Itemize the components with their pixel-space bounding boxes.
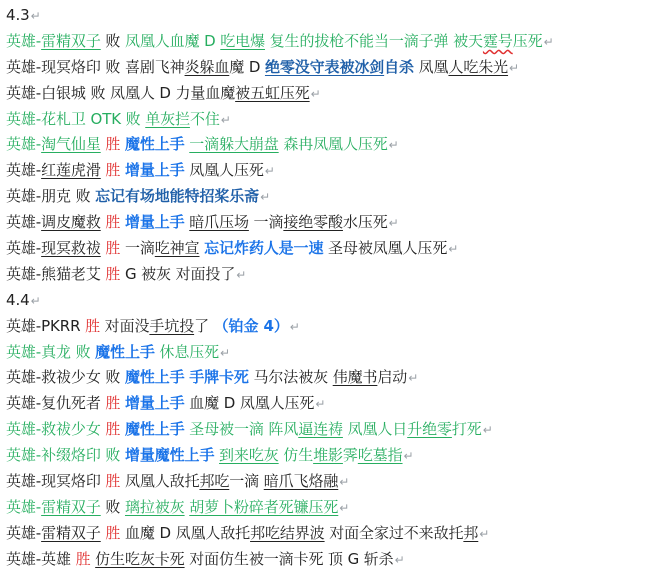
- text-run: 暗爪压场: [189, 213, 249, 232]
- text-run: 吃神宣: [154, 239, 200, 258]
- text-run: 到来吃灰: [219, 446, 279, 465]
- text-run: 胜: [105, 523, 121, 542]
- paragraph-return-mark: ↵: [339, 500, 350, 515]
- text-line: [6, 288, 656, 314]
- text-line: [6, 314, 656, 340]
- text-run: 霁: [342, 446, 358, 465]
- text-run: 雷精双子: [41, 497, 101, 516]
- text-run: 胜: [105, 264, 121, 283]
- text-run: 增量上手: [124, 213, 185, 232]
- text-run: 英雄-朋克 败: [6, 187, 96, 206]
- text-run: 不住: [189, 109, 220, 128]
- text-run: 增量魔性上手: [124, 446, 215, 465]
- text-run: 伟魔书: [332, 368, 378, 387]
- text-run: 一滴: [229, 472, 264, 491]
- text-run: 胜: [75, 549, 91, 568]
- text-run: 血魔 D 凤凰人敌托: [120, 523, 251, 542]
- text-run: 调皮魔救: [41, 213, 101, 232]
- paragraph-return-mark: ↵: [403, 449, 414, 464]
- paragraph-return-mark: ↵: [479, 526, 490, 541]
- text-run: 绝零没守表被冰剑: [264, 57, 385, 76]
- text-run: 英雄-现冥烙印: [6, 472, 106, 491]
- text-run: 英雄-: [6, 135, 42, 154]
- paragraph-return-mark: ↵: [236, 267, 247, 282]
- text-run: 一滴: [120, 239, 155, 258]
- paragraph-return-mark: ↵: [388, 138, 399, 153]
- text-run: 逼连祷: [298, 420, 343, 439]
- text-run: 胜: [105, 472, 121, 491]
- text-run: 凤凰人压死: [184, 161, 264, 180]
- text-run: 英雄-救祓少女: [6, 420, 106, 439]
- text-line: [6, 236, 656, 262]
- text-run: 魔性上手: [124, 368, 185, 387]
- text-line: [6, 365, 656, 391]
- text-line: [6, 132, 656, 158]
- text-line: [6, 81, 656, 107]
- text-run: 堆影: [313, 446, 343, 465]
- text-run: 英雄-: [6, 31, 42, 50]
- text-run: 打死: [451, 420, 482, 439]
- paragraph-return-mark: ↵: [388, 216, 399, 231]
- paragraph-return-mark: ↵: [339, 475, 350, 490]
- text-run: 复生的拔枪不能当一滴子弹 被天: [264, 31, 483, 50]
- text-run: 英雄-: [6, 161, 42, 180]
- text-run: 森冉凤凰人压死: [278, 135, 388, 154]
- text-run: 暗爪飞烙融: [263, 472, 339, 491]
- text-run: 增量上手: [124, 394, 185, 413]
- text-line: [6, 107, 656, 133]
- text-run: 魔性上手: [124, 135, 185, 154]
- text-run: 水压死: [342, 213, 388, 232]
- paragraph-return-mark: ↵: [289, 319, 300, 334]
- text-run: 英雄-真龙 败: [6, 342, 96, 361]
- text-run: 淘气仙星: [41, 135, 101, 154]
- text-run: 被五虹压死: [235, 83, 310, 102]
- text-line: [6, 495, 656, 521]
- text-line: [6, 210, 656, 236]
- text-run: 胜: [105, 239, 121, 258]
- text-line: [6, 29, 656, 55]
- text-run: 人吃朱光: [448, 57, 509, 76]
- paragraph-return-mark: ↵: [394, 552, 405, 567]
- text-run: 忘记炸药人是一速: [204, 239, 324, 258]
- text-run: 现冥救祓: [41, 239, 101, 258]
- text-run: 雷精双子: [41, 523, 101, 542]
- text-run: 胜: [85, 316, 101, 335]
- text-run: 魔性上手: [124, 420, 185, 439]
- text-line: [6, 55, 656, 81]
- paragraph-return-mark: ↵: [264, 164, 275, 179]
- text-run: 英雄-花札卫 OTK 败: [6, 109, 146, 128]
- paragraph-return-mark: ↵: [220, 345, 231, 360]
- text-line: [6, 340, 656, 366]
- paragraph-return-mark: ↵: [315, 397, 326, 412]
- paragraph-return-mark: ↵: [30, 293, 41, 308]
- text-run: 英雄-英雄: [6, 549, 76, 568]
- text-line: [6, 262, 656, 288]
- text-run: 败: [100, 497, 125, 516]
- text-run: 对面仿生被一滴卡死 顶 G 斩杀: [184, 549, 394, 568]
- text-run: 英雄-: [6, 497, 42, 516]
- text-run: 败: [100, 31, 125, 50]
- text-run: 对面全家过不来敌托: [324, 523, 464, 542]
- text-line: [6, 443, 656, 469]
- text-run: 胜: [105, 161, 121, 180]
- paragraph-return-mark: ↵: [310, 86, 321, 101]
- text-line: [6, 521, 656, 547]
- text-run: 凤凰人血魔 D: [124, 31, 221, 50]
- text-run: 邦: [463, 523, 479, 542]
- text-run: 英雄-现冥烙印 败 喜剧飞神: [6, 57, 185, 76]
- text-run: G 被灰 对面投了: [120, 264, 236, 283]
- text-run: 凤凰: [413, 57, 449, 76]
- text-run: 增量上手: [124, 161, 185, 180]
- text-run: 一滴: [248, 213, 284, 232]
- text-run: 接绝零酸: [283, 213, 343, 232]
- text-run: 单灰拦: [145, 109, 190, 128]
- text-run: 英雄-: [6, 523, 42, 542]
- text-run: 一滴躲大崩盘: [189, 135, 279, 154]
- text-run: 升绝零: [407, 420, 452, 439]
- text-run: 英雄-: [6, 213, 42, 232]
- text-run: （铂金 4）: [213, 316, 289, 335]
- text-run: 胡萝卜粉碎者死镰压死: [189, 497, 339, 516]
- text-run: 了: [194, 316, 214, 335]
- text-run: 仿生: [278, 446, 314, 465]
- paragraph-return-mark: ↵: [220, 112, 231, 127]
- text-line: [6, 158, 656, 184]
- text-run: 英雄-补缀烙印 败: [6, 446, 125, 465]
- text-run: 英雄-复仇死者: [6, 394, 106, 413]
- paragraph-return-mark: ↵: [448, 242, 459, 257]
- text-run: 手坑投: [149, 316, 195, 335]
- paragraph-return-mark: ↵: [482, 423, 493, 438]
- text-line: [6, 391, 656, 417]
- text-run: 英雄-白银城 败 凤凰人 D 力量血魔: [6, 83, 236, 102]
- text-run: 魔 D: [229, 57, 265, 76]
- text-run: 胜: [105, 420, 121, 439]
- text-run: 英雄-PKRR: [6, 316, 86, 335]
- text-run: 对面没: [100, 316, 150, 335]
- text-line: [6, 417, 656, 443]
- text-run: 璃拉被灰: [124, 497, 185, 516]
- text-line: [6, 469, 656, 495]
- text-run: 胜: [105, 394, 121, 413]
- text-run: 仿生吃灰卡死: [95, 549, 185, 568]
- text-run: 马尔法被灰: [248, 368, 333, 387]
- paragraph-return-mark: ↵: [509, 60, 520, 75]
- text-run: 凤凰人敌托: [120, 472, 200, 491]
- text-line: [6, 184, 656, 210]
- text-run: 雷精双子: [41, 31, 101, 50]
- text-run: 英雄-救祓少女 败: [6, 368, 125, 387]
- text-run: 魔性上手: [95, 342, 155, 361]
- text-run: 邦吃结界波: [250, 523, 325, 542]
- paragraph-return-mark: ↵: [260, 190, 271, 205]
- text-run: 忘记有场地能特招桨乐斋: [95, 187, 260, 206]
- text-run: 启动: [377, 368, 408, 387]
- paragraph-return-mark: ↵: [543, 34, 554, 49]
- text-run: 炎躲血: [184, 57, 230, 76]
- paragraph-return-mark: ↵: [30, 9, 41, 23]
- text-run: 凤凰人日: [342, 420, 408, 439]
- text-line: [6, 3, 656, 29]
- text-run: 邦吃: [199, 472, 230, 491]
- text-run: 霆号: [482, 31, 513, 50]
- text-run: 自杀: [384, 57, 414, 76]
- text-run: 4.4: [6, 290, 30, 309]
- text-run: 红莲虎滑: [41, 161, 101, 180]
- text-line: [6, 547, 656, 573]
- text-run: 休息压死: [154, 342, 220, 361]
- text-run: 圣母被一滴 阵风: [184, 420, 299, 439]
- paragraph-return-mark: ↵: [408, 371, 419, 386]
- text-run: 胜: [105, 213, 121, 232]
- text-run: 手牌卡死: [189, 368, 249, 387]
- text-run: 英雄-: [6, 239, 42, 258]
- text-run: 压死: [512, 31, 543, 50]
- text-run: 英雄-熊猫老艾: [6, 264, 106, 283]
- text-run: 圣母被凤凰人压死: [323, 239, 448, 258]
- text-run: 血魔 D 凤凰人压死: [184, 394, 315, 413]
- text-run: 胜: [105, 135, 121, 154]
- text-run: 4.3: [6, 6, 30, 24]
- text-run: 吃墓指: [357, 446, 403, 465]
- text-run: 吃电爆: [220, 31, 265, 50]
